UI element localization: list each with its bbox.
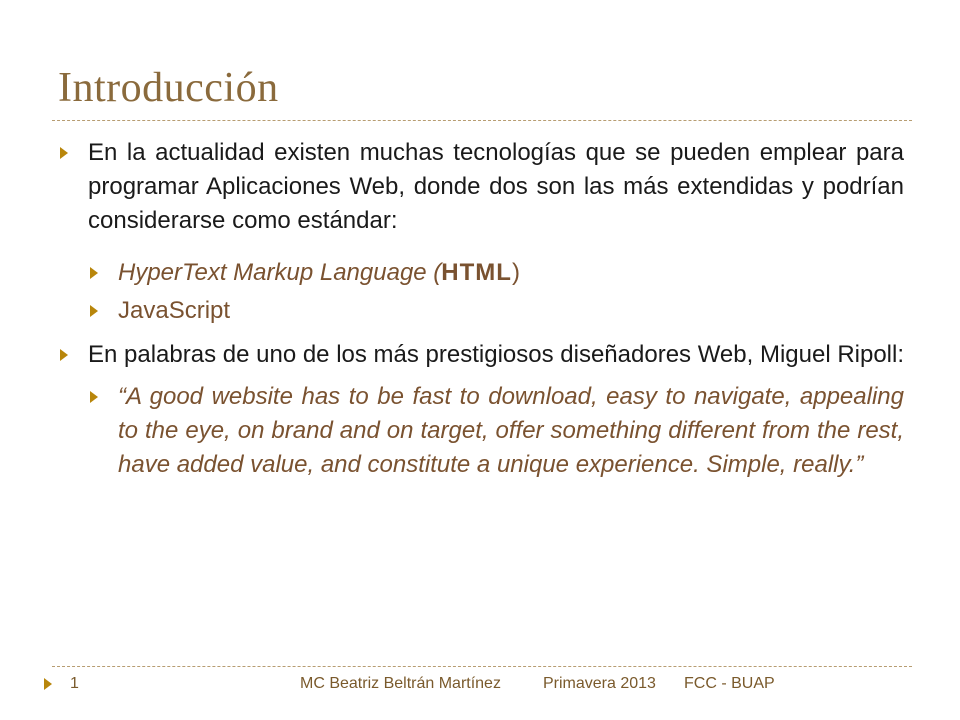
term-label: Primavera 2013 — [543, 675, 656, 692]
triangle-right-icon — [90, 305, 98, 317]
bullet-text: En la actualidad existen muchas tecnologías que se pueden emplear para programar Aplicaciones Web, donde dos son las más extendidas y podrían considerarse como estándar: — [88, 139, 904, 234]
footer-divider — [52, 666, 912, 667]
author-name: MC Beatriz Beltrán Martínez — [300, 675, 501, 692]
bullet-text: En palabras de uno de los más prestigiosos diseñadores Web, Miguel Ripoll: — [88, 341, 905, 368]
sub-bullet-quote — [58, 380, 904, 482]
html-abbreviation: HTML — [441, 259, 512, 286]
sub-bullet-javascript — [58, 294, 904, 328]
sub-bullet-text: JavaScript — [118, 297, 231, 324]
closing-paren: ) — [511, 259, 520, 286]
slide-body — [58, 136, 904, 482]
triangle-right-icon — [44, 678, 52, 690]
quote-text: “A good website has to be fast to download, easy to navigate, appealing to the eye, on brand and on target, offer something different from the rest, have added value, and constitute a unique experience. Simple, really.” — [118, 383, 904, 478]
triangle-right-icon — [90, 267, 98, 279]
sub-bullet-html — [58, 256, 904, 290]
bullet-item-ripoll — [58, 338, 904, 372]
slide-footer — [0, 673, 960, 699]
slide-title: Introducción — [58, 65, 279, 111]
sub-bullet-text: HyperText Markup Language ( — [118, 259, 442, 286]
title-divider — [52, 120, 912, 121]
triangle-right-icon — [60, 349, 68, 361]
organization-label: FCC - BUAP — [684, 675, 775, 692]
triangle-right-icon — [60, 147, 68, 159]
bullet-item-technologies — [58, 136, 904, 238]
page-number: 1 — [70, 675, 79, 692]
triangle-right-icon — [90, 391, 98, 403]
